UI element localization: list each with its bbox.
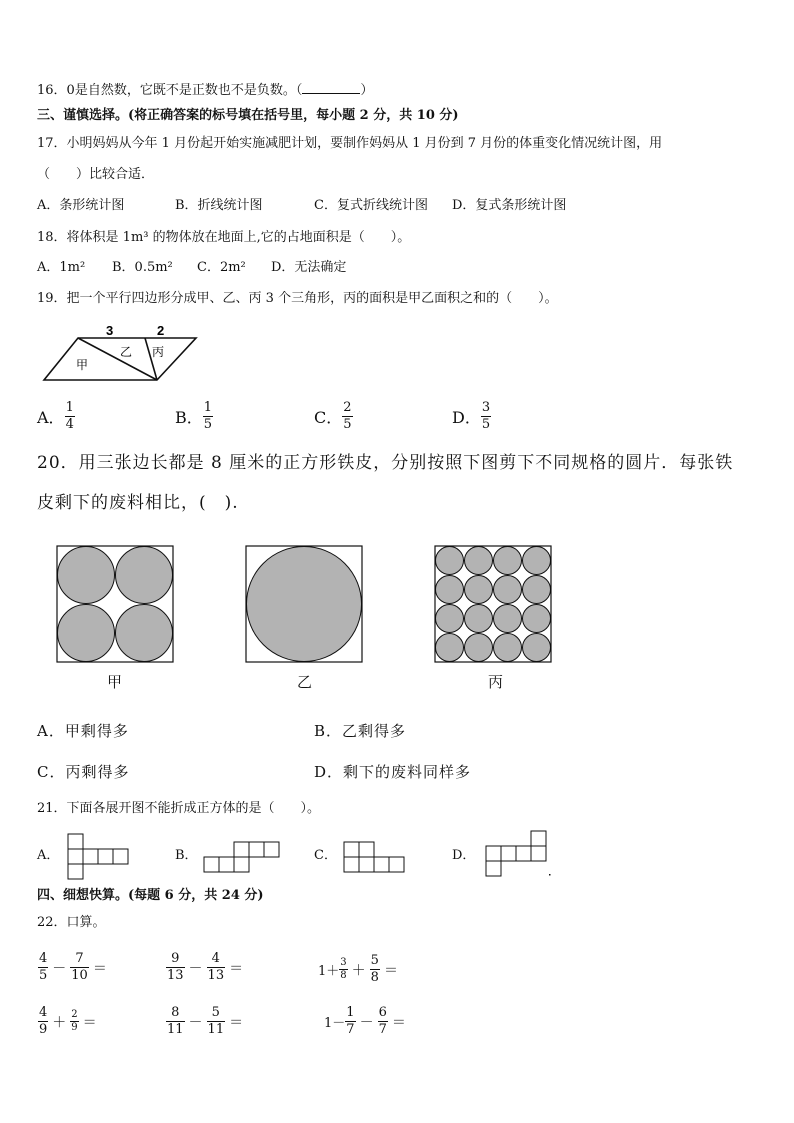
square-jia — [56, 545, 174, 663]
cut-circle — [494, 576, 522, 604]
cut-circle — [436, 605, 464, 633]
fraction: $\frac{1}{7}$ — [346, 1005, 355, 1037]
fraction: $\frac{1}{4}$ — [65, 400, 74, 432]
cut-circle — [494, 547, 522, 575]
cut-circle — [523, 634, 551, 662]
parallelogram-figure — [44, 322, 204, 382]
square-bing — [434, 545, 552, 663]
cut-circle — [465, 576, 493, 604]
q20-option-c[interactable]: C．丙剩得多 — [37, 763, 130, 781]
cube-net-d[interactable] — [484, 829, 552, 879]
calc-item-2[interactable]: $\frac{9}{13}$ － $\frac{4}{13}$ ＝ — [167, 951, 244, 983]
q17-option-c[interactable]: C．复式折线统计图 — [314, 198, 428, 213]
q19-option-a[interactable]: A． $\frac{1}{4}$ — [37, 400, 74, 432]
q20-option-d[interactable]: D．剩下的废料同样多 — [314, 763, 472, 781]
q18-option-c[interactable]: C．2m² — [197, 260, 246, 275]
cut-circle — [247, 547, 362, 662]
calc-item-6[interactable]: 1－ $\frac{1}{7}$ － $\frac{6}{7}$ ＝ — [324, 1005, 406, 1037]
q19-option-b[interactable]: B． $\frac{1}{5}$ — [175, 400, 213, 432]
figure-label-jia: 甲 — [107, 673, 124, 691]
cut-circle — [58, 605, 115, 662]
q20-stem-line2: 皮剩下的废料相比，( ). — [37, 493, 239, 513]
calc-item-1[interactable]: $\frac{4}{5}$ － $\frac{7}{10}$ ＝ — [39, 951, 107, 983]
cut-circle — [436, 634, 464, 662]
q21-option-a-label[interactable]: A． — [37, 848, 60, 863]
q21-option-c-label[interactable]: C． — [314, 848, 337, 863]
q16: 16．0是自然数，它既不是正数也不是负数。（ ） — [37, 83, 374, 98]
figure-label-bing: 丙 — [488, 673, 505, 691]
cut-circle — [58, 547, 115, 604]
triangle-label-jia: 甲 — [76, 358, 89, 372]
q17-option-a[interactable]: A．条形统计图 — [37, 198, 125, 213]
q22-stem: 22．口算。 — [37, 915, 106, 930]
fraction: $\frac{7}{10}$ — [71, 951, 88, 983]
q21-option-d-label[interactable]: D． — [452, 848, 476, 863]
cut-circle — [523, 547, 551, 575]
fraction: $\frac{5}{8}$ — [370, 953, 379, 985]
calc-item-5[interactable]: $\frac{8}{11}$ － $\frac{5}{11}$ ＝ — [167, 1005, 244, 1037]
q19-option-c[interactable]: C． $\frac{2}{5}$ — [314, 400, 352, 432]
cut-circle — [523, 576, 551, 604]
q21-stem: 21．下面各展开图不能折成正方体的是（ ）。 — [37, 801, 321, 816]
fraction: $\frac{8}{11}$ — [167, 1005, 184, 1037]
length-label-2: 2 — [157, 323, 165, 338]
q21-option-b-label[interactable]: B． — [175, 848, 198, 863]
cut-circle — [494, 605, 522, 633]
answer-blank[interactable] — [302, 81, 360, 94]
calc-item-4[interactable]: $\frac{4}{9}$ ＋ $\frac{2}{9}$ ＝ — [39, 1005, 97, 1037]
section-4-heading: 四、细想快算。(每题 6 分，共 24 分) — [37, 888, 264, 903]
cut-circle — [465, 605, 493, 633]
fraction: $\frac{1}{5}$ — [203, 400, 213, 432]
fraction: $\frac{2}{5}$ — [343, 400, 352, 432]
fraction: $\frac{6}{7}$ — [378, 1005, 387, 1037]
cut-circle — [465, 634, 493, 662]
cut-circle — [116, 547, 173, 604]
cut-circle — [116, 605, 173, 662]
q20-option-a[interactable]: A．甲剩得多 — [37, 722, 129, 740]
calc-item-3[interactable]: 1＋ $\frac{3}{8}$ ＋ $\frac{5}{8}$ ＝ — [318, 953, 398, 985]
q20-stem-line1: 20．用三张边长都是 8 厘米的正方形铁皮，分别按照下图剪下不同规格的圆片．每张铁 — [37, 453, 734, 473]
fraction: $\frac{4}{13}$ — [207, 951, 225, 983]
cube-net-c[interactable] — [342, 840, 408, 874]
cut-circle — [465, 547, 493, 575]
section-3-heading: 三、谨慎选择。(将正确答案的标号填在括号里，每小题 2 分，共 10 分) — [37, 108, 459, 123]
triangle-label-yi: 乙 — [120, 345, 133, 359]
cut-circle — [523, 605, 551, 633]
figure-label-yi: 乙 — [297, 673, 314, 691]
cut-circle — [436, 547, 464, 575]
square-yi — [245, 545, 363, 663]
q17-option-b[interactable]: B．折线统计图 — [175, 198, 263, 213]
cube-net-b[interactable] — [202, 840, 282, 874]
q17-stem-line2: （ ）比较合适． — [37, 167, 155, 182]
cut-circle — [494, 634, 522, 662]
q18-option-b[interactable]: B．0.5m² — [112, 260, 173, 275]
fraction: $\frac{9}{13}$ — [167, 951, 184, 983]
fraction: $\frac{3}{8}$ — [340, 957, 347, 981]
q18-option-a[interactable]: A．1m² — [37, 260, 86, 275]
q19-option-d[interactable]: D． $\frac{3}{5}$ — [452, 400, 491, 432]
cut-circle — [436, 576, 464, 604]
q18-stem: 18．将体积是 1m³ 的物体放在地面上,它的占地面积是（ ）。 — [37, 230, 411, 245]
length-label-3: 3 — [106, 323, 114, 338]
fraction: $\frac{4}{5}$ — [39, 951, 48, 983]
q17-stem-line1: 17．小明妈妈从今年 1 月份起开始实施减肥计划，要制作妈妈从 1 月份到 7 月份的体重变化情况统计图，用 — [37, 136, 663, 151]
fraction: $\frac{4}{9}$ — [39, 1005, 48, 1037]
fraction: $\frac{3}{5}$ — [481, 400, 491, 432]
q19-stem: 19．把一个平行四边形分成甲、乙、丙 3 个三角形，丙的面积是甲乙面积之和的（ ）。 — [37, 291, 558, 306]
cube-net-a[interactable] — [66, 832, 130, 880]
triangle-label-bing: 丙 — [152, 345, 165, 359]
fraction: $\frac{5}{11}$ — [207, 1005, 225, 1037]
fraction: $\frac{2}{9}$ — [71, 1009, 78, 1033]
q18-option-d[interactable]: D．无法确定 — [271, 260, 347, 275]
q20-option-b[interactable]: B．乙剩得多 — [314, 722, 407, 740]
q17-option-d[interactable]: D．复式条形统计图 — [452, 198, 567, 213]
